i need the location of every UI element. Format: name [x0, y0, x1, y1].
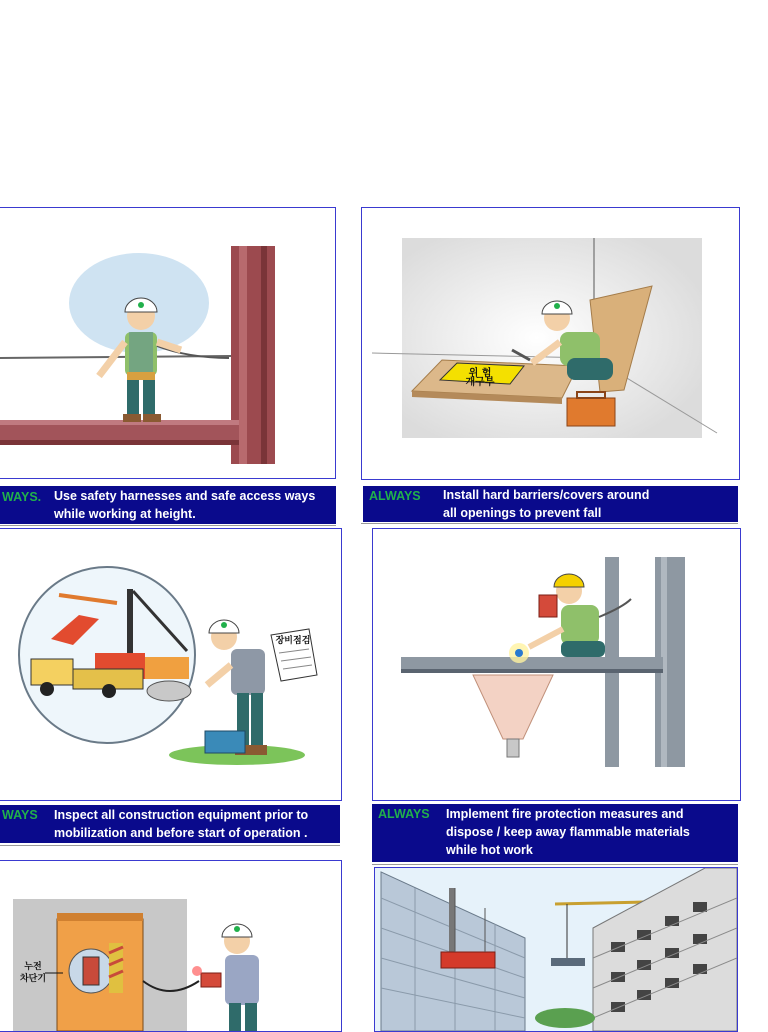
- panel-harness-illustration: [0, 207, 336, 479]
- caption-keyword: WAYS: [2, 808, 38, 822]
- panel-opening-cover-illustration: [361, 207, 740, 480]
- checklist-title-text: 장비점검: [275, 636, 311, 646]
- opening-sign-text: [466, 366, 495, 388]
- divider: [0, 845, 340, 846]
- hot-work-illustration: [373, 529, 740, 800]
- opening-sign-line: 개구부: [465, 377, 495, 388]
- divider: [372, 864, 738, 865]
- breaker-label-line: 누전: [24, 962, 42, 972]
- caption-keyword: WAYS.: [2, 490, 42, 504]
- facade-scaffold-illustration: [375, 868, 737, 1031]
- panel-facade-scaffold-illustration: [374, 867, 738, 1032]
- caption-harness: [0, 486, 336, 524]
- electrical-breaker-illustration: [0, 861, 341, 1031]
- breaker-label-line: 차단기: [19, 974, 47, 984]
- equipment-inspection-illustration: [0, 529, 341, 800]
- divider: [0, 525, 336, 526]
- divider: [361, 523, 738, 524]
- opening-sign-line: 위 험: [468, 368, 492, 379]
- harness-worker-illustration: [0, 208, 335, 478]
- caption-text: Inspect all construction equipment prior to mobilization and before start of operation .: [54, 808, 309, 840]
- caption-equipment-inspection: [0, 805, 340, 843]
- panel-hot-work-illustration: [372, 528, 741, 801]
- caption-text: Use safety harnesses and safe access ways while working at height.: [54, 489, 316, 521]
- opening-cover-illustration: [362, 208, 739, 479]
- panel-equipment-inspection-illustration: [0, 528, 342, 801]
- caption-keyword: ALWAYS: [369, 489, 421, 503]
- caption-text: Implement fire protection measures and dispose / keep away flammable materials while hot work: [446, 807, 690, 857]
- caption-opening-cover: [363, 486, 738, 522]
- caption-text: Install hard barriers/covers around all openings to prevent fall: [443, 488, 650, 520]
- caption-hot-work: [372, 804, 738, 862]
- panel-electrical-illustration: [0, 860, 342, 1032]
- caption-keyword: ALWAYS: [378, 807, 430, 821]
